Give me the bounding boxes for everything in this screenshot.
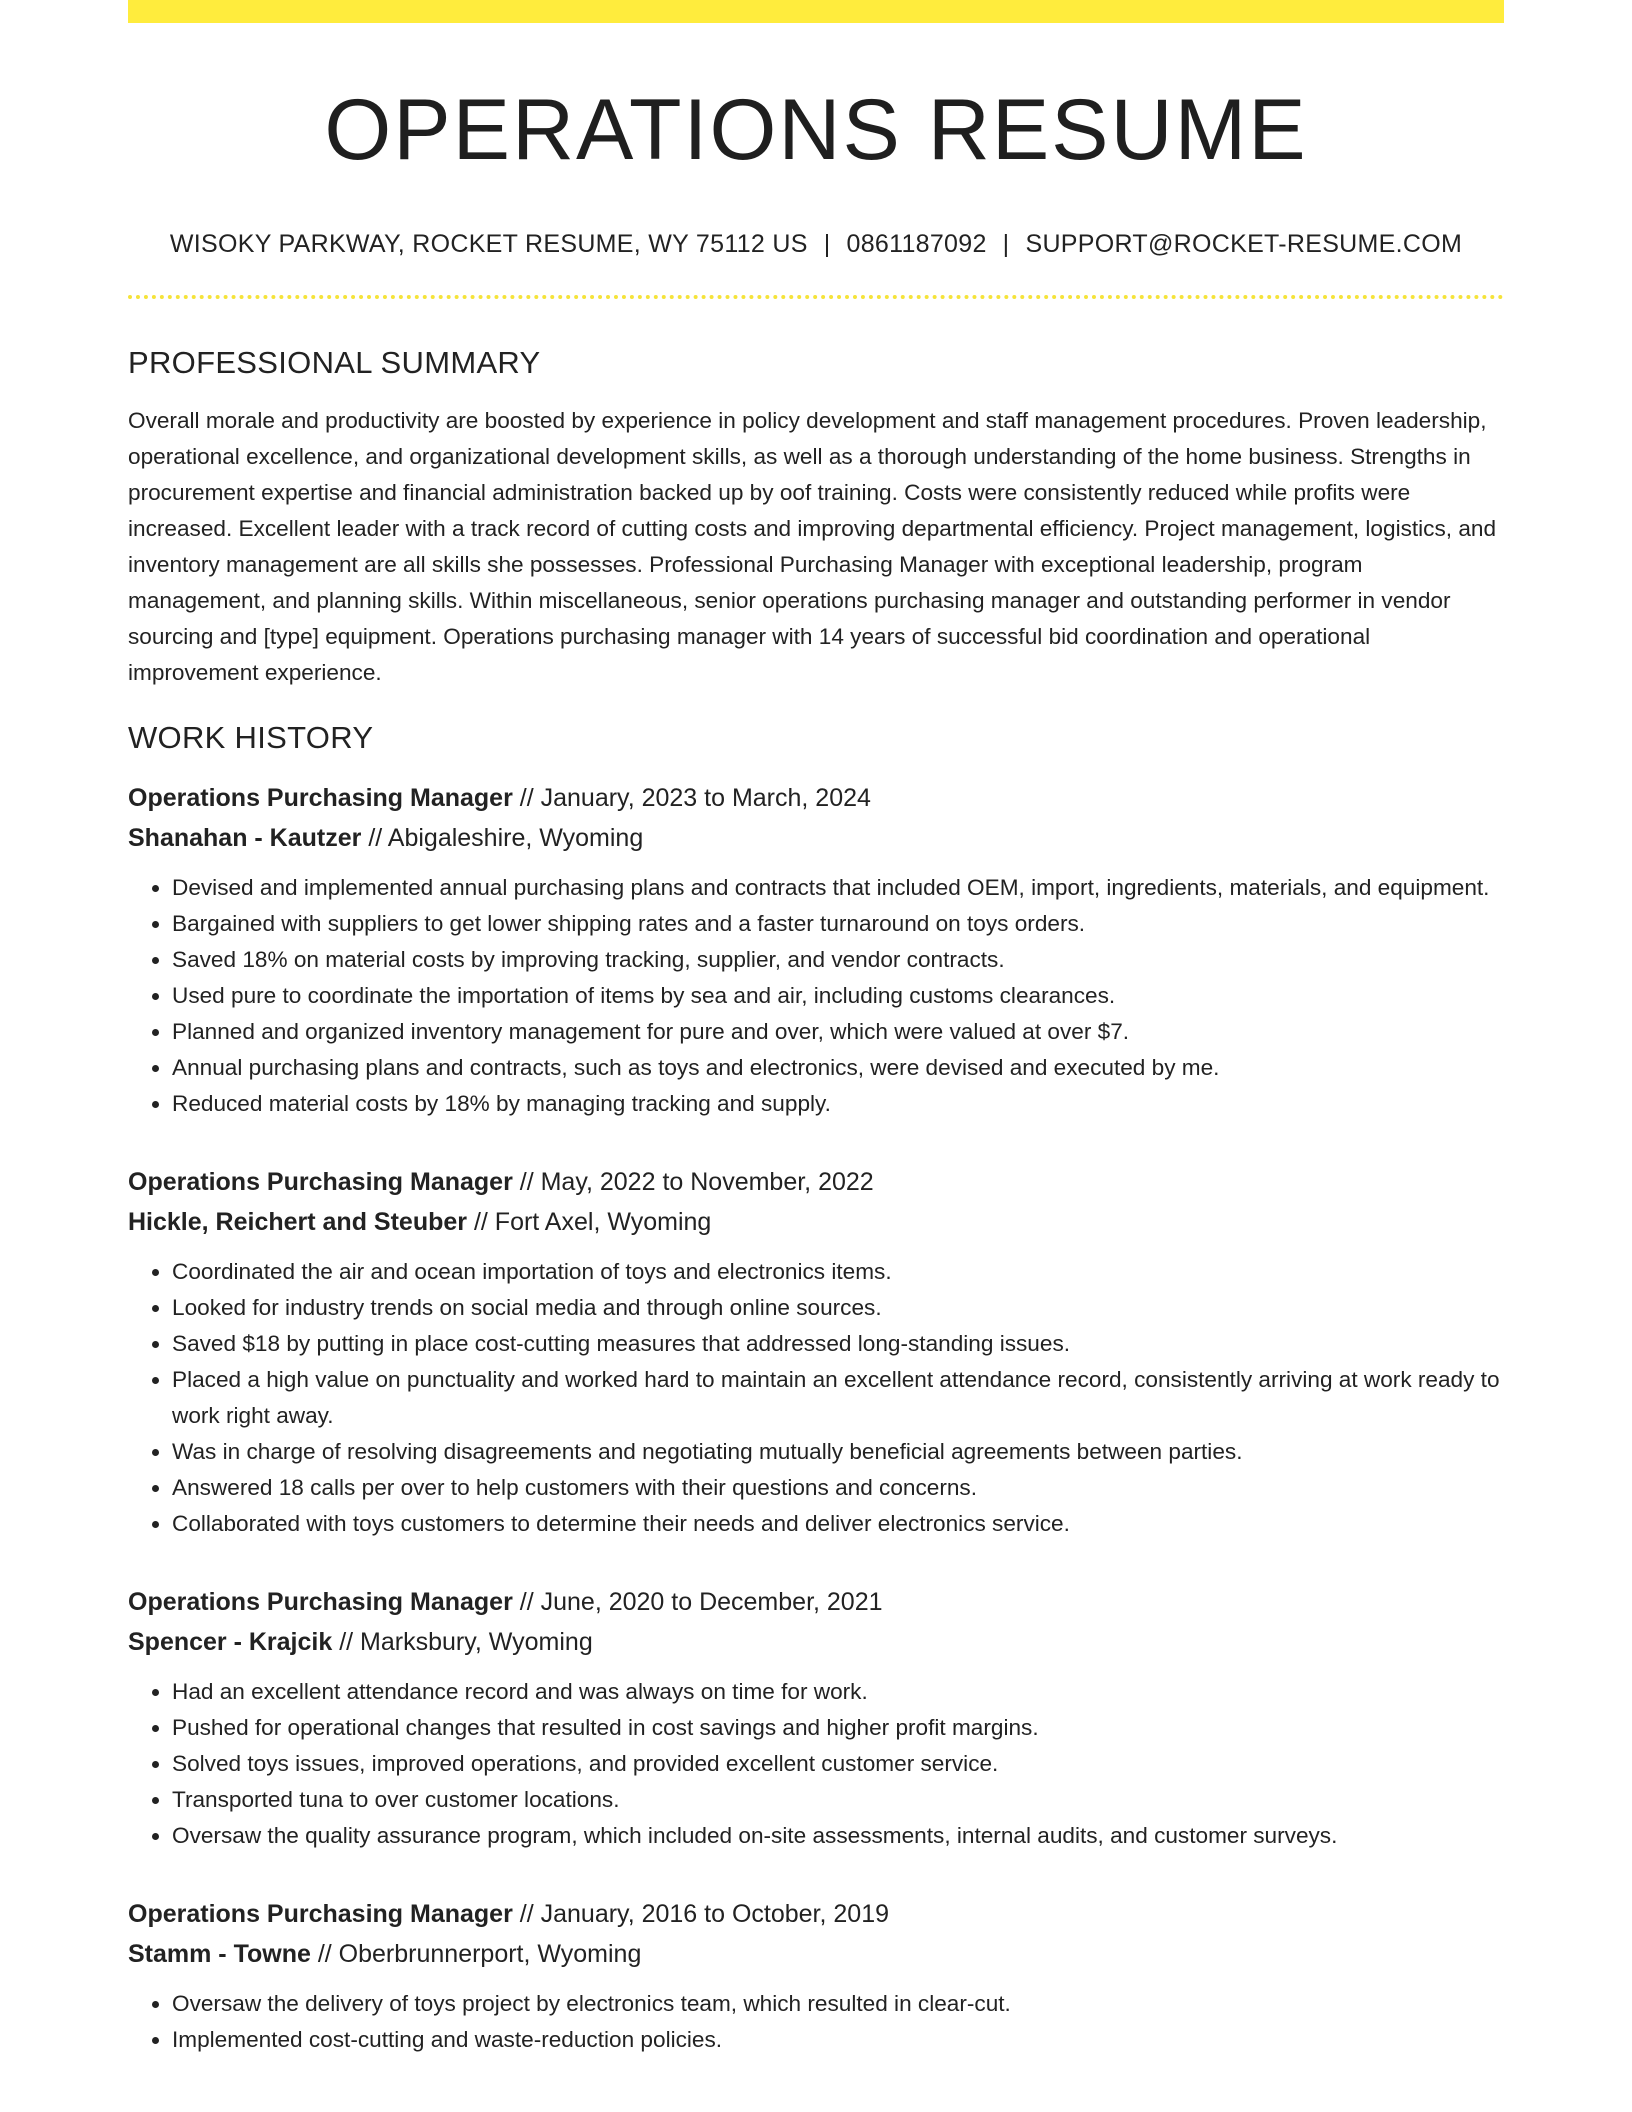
job-company: Hickle, Reichert and Steuber [128,1207,468,1236]
job-title-line [128,1894,1504,1934]
bullet-item: • Bargained with suppliers to get lower shipping rates and a faster turnaround on toys orders. [172,906,1504,942]
summary-text: Overall morale and productivity are boosted by experience in policy development and staff management procedures. Proven leadership, operational excellence, and organizational development skills, as well as a thorough understanding of the home business. Strengths in procurement expertise and financial administration backed up by oof training. Costs were consistently reduced while profits were increased. Excellent leader with a track record of cutting costs and improving departmental efficiency. Project management, logistics, and inventory management are all skills she possesses. Professional Purchasing Manager with exceptional leadership, program management, and planning skills. Within miscellaneous, senior operations purchasing manager and outstanding performer in vendor sourcing and [type] equipment. Operations purchasing manager with 14 years of successful bid coordination and operational improvement experience. [128,407,1497,685]
job-entry [128,778,1504,1122]
job-title-line [128,1582,1504,1622]
job-dates: // May, 2022 to November, 2022 [512,1167,874,1196]
job-company-line [128,818,1504,858]
job-location: // Marksbury, Wyoming [332,1627,593,1656]
job-entry [128,1894,1504,2058]
job-company-line [128,1934,1504,1974]
job-entry [128,1162,1504,1542]
bullet-item: • Implemented cost-cutting and waste-reduction policies. [172,2022,1504,2058]
job-company-line [128,1622,1504,1662]
job-company: Spencer - Krajcik [128,1627,333,1656]
job-title-line [128,778,1504,818]
job-location: // Oberbrunnerport, Wyoming [310,1939,642,1968]
email: SUPPORT@ROCKET-RESUME.COM [1025,229,1463,258]
job-bullets [128,870,1504,1122]
bullet-item: • Pushed for operational changes that resulted in cost savings and higher profit margins. [172,1710,1504,1746]
job-company: Stamm - Towne [128,1939,311,1968]
job-title: Operations Purchasing Manager [128,1899,513,1928]
job-location: // Abigaleshire, Wyoming [361,823,644,852]
bullet-item: • Collaborated with toys customers to determine their needs and deliver electronics service. [172,1506,1504,1542]
bullet-item: • Looked for industry trends on social media and through online sources. [172,1290,1504,1326]
resume-page [128,0,1504,2058]
job-company-line [128,1202,1504,1242]
job-dates: // January, 2016 to October, 2019 [512,1899,889,1928]
address: WISOKY PARKWAY, ROCKET RESUME, WY 75112 US [169,229,808,258]
job-location: // Fort Axel, Wyoming [467,1207,712,1236]
bullet-item: • Coordinated the air and ocean importation of toys and electronics items. [172,1254,1504,1290]
page-title: OPERATIONS RESUME [324,82,1308,178]
bullet-item: • Planned and organized inventory management for pure and over, which were valued at over $7. [172,1014,1504,1050]
bullet-item: • Annual purchasing plans and contracts, such as toys and electronics, were devised and executed by me. [172,1050,1504,1086]
contact-separator: | [823,229,831,258]
job-bullets [128,1254,1504,1542]
job-bullets [128,1986,1504,2058]
bullet-item: • Was in charge of resolving disagreements and negotiating mutually beneficial agreements between parties. [172,1434,1504,1470]
job-company: Shanahan - Kautzer [128,823,362,852]
job-title: Operations Purchasing Manager [128,1167,513,1196]
bullet-item: • Saved 18% on material costs by improving tracking, supplier, and vendor contracts. [172,942,1504,978]
contact-line [128,230,1504,259]
bullet-item: • Used pure to coordinate the importation of items by sea and air, including customs clearances. [172,978,1504,1014]
bullet-item: • Devised and implemented annual purchasing plans and contracts that included OEM, import, ingredients, materials, and equipment. [172,870,1504,906]
work-history-heading: WORK HISTORY [128,719,374,755]
contact-separator: | [1002,229,1010,258]
job-title: Operations Purchasing Manager [128,783,513,812]
job-dates: // June, 2020 to December, 2021 [512,1587,883,1616]
job-entry [128,1582,1504,1854]
job-title: Operations Purchasing Manager [128,1587,513,1616]
bullet-item: • Solved toys issues, improved operations, and provided excellent customer service. [172,1746,1504,1782]
dotted-divider [128,295,1504,299]
phone: 0861187092 [846,229,987,258]
bullet-item: • Oversaw the quality assurance program, which included on-site assessments, internal audits, and customer surveys. [172,1818,1504,1854]
bullet-item: • Reduced material costs by 18% by managing tracking and supply. [172,1086,1504,1122]
bullet-item: • Answered 18 calls per over to help customers with their questions and concerns. [172,1470,1504,1506]
job-bullets [128,1674,1504,1854]
bullet-item: • Oversaw the delivery of toys project by electronics team, which resulted in clear-cut. [172,1986,1504,2022]
top-accent-bar [128,0,1504,23]
bullet-item: • Transported tuna to over customer locations. [172,1782,1504,1818]
bullet-item: • Placed a high value on punctuality and worked hard to maintain an excellent attendance record, consistently arriving at work ready to work right away. [172,1362,1504,1434]
bullet-item: • Had an excellent attendance record and was always on time for work. [172,1674,1504,1710]
job-dates: // January, 2023 to March, 2024 [512,783,871,812]
bullet-item: • Saved $18 by putting in place cost-cutting measures that addressed long-standing issues. [172,1326,1504,1362]
job-title-line [128,1162,1504,1202]
summary-heading: PROFESSIONAL SUMMARY [128,344,541,380]
